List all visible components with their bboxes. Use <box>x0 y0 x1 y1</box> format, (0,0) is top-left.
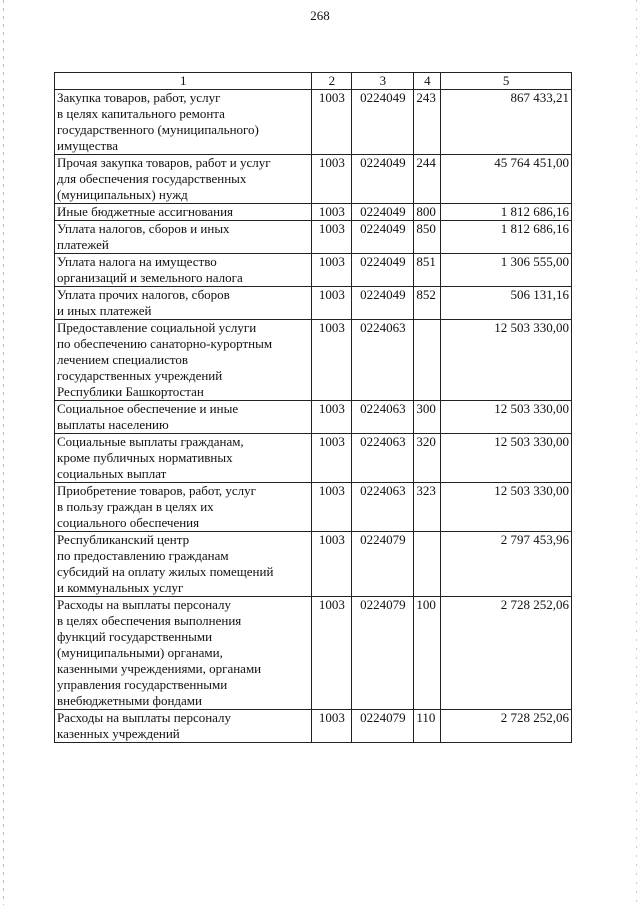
column-header-1: 1 <box>55 73 312 90</box>
table-row <box>55 434 572 483</box>
table-row <box>55 90 572 155</box>
section-code-cell: 1003 <box>312 532 352 597</box>
amount-cell: 12 503 330,00 <box>441 483 572 532</box>
target-code-cell: 0224079 <box>352 710 414 743</box>
target-code-cell: 0224049 <box>352 254 414 287</box>
amount-cell: 1 812 686,16 <box>441 221 572 254</box>
amount-cell: 12 503 330,00 <box>441 401 572 434</box>
section-code-cell: 1003 <box>312 434 352 483</box>
table-row <box>55 155 572 204</box>
column-header-3: 3 <box>352 73 414 90</box>
table-row <box>55 204 572 221</box>
section-code-cell: 1003 <box>312 204 352 221</box>
column-header-4: 4 <box>414 73 441 90</box>
target-code-cell: 0224063 <box>352 434 414 483</box>
expense-name-cell: Расходы на выплаты персоналу казенных учреждений <box>55 710 312 743</box>
target-code-cell: 0224049 <box>352 155 414 204</box>
target-code-cell: 0224049 <box>352 90 414 155</box>
column-header-5: 5 <box>441 73 572 90</box>
amount-cell: 2 728 252,06 <box>441 710 572 743</box>
section-code-cell: 1003 <box>312 710 352 743</box>
expense-kind-cell: 852 <box>414 287 441 320</box>
amount-cell: 1 812 686,16 <box>441 204 572 221</box>
target-code-cell: 0224063 <box>352 401 414 434</box>
table-row <box>55 320 572 401</box>
expense-name-cell: Иные бюджетные ассигнования <box>55 204 312 221</box>
budget-table <box>54 72 572 743</box>
expense-name-cell: Социальные выплаты гражданам, кроме публичных нормативных социальных выплат <box>55 434 312 483</box>
table-row <box>55 221 572 254</box>
expense-kind-cell: 851 <box>414 254 441 287</box>
table-row <box>55 254 572 287</box>
expense-name-cell: Расходы на выплаты персоналу в целях обеспечения выполнения функций государственными (муниципальными) органами, казенными учреждениями, органами управления государственными внебюджетными фондами <box>55 597 312 710</box>
target-code-cell: 0224079 <box>352 532 414 597</box>
table-row <box>55 532 572 597</box>
scan-edge-left <box>3 0 4 905</box>
table-row <box>55 483 572 532</box>
table-row <box>55 287 572 320</box>
expense-kind-cell: 300 <box>414 401 441 434</box>
amount-cell: 45 764 451,00 <box>441 155 572 204</box>
table-row <box>55 401 572 434</box>
expense-name-cell: Закупка товаров, работ, услуг в целях капитального ремонта государственного (муниципального) имущества <box>55 90 312 155</box>
amount-cell: 2 728 252,06 <box>441 597 572 710</box>
page-number: 268 <box>310 8 330 23</box>
amount-cell: 2 797 453,96 <box>441 532 572 597</box>
expense-name-cell: Прочая закупка товаров, работ и услуг для обеспечения государственных (муниципальных) нужд <box>55 155 312 204</box>
expense-kind-cell: 100 <box>414 597 441 710</box>
target-code-cell: 0224063 <box>352 483 414 532</box>
amount-cell: 12 503 330,00 <box>441 434 572 483</box>
amount-cell: 867 433,21 <box>441 90 572 155</box>
section-code-cell: 1003 <box>312 320 352 401</box>
amount-cell: 12 503 330,00 <box>441 320 572 401</box>
scan-edge-right <box>636 0 637 905</box>
expense-name-cell: Социальное обеспечение и иные выплаты населению <box>55 401 312 434</box>
target-code-cell: 0224049 <box>352 287 414 320</box>
expense-name-cell: Уплата прочих налогов, сборов и иных платежей <box>55 287 312 320</box>
expense-kind-cell: 323 <box>414 483 441 532</box>
section-code-cell: 1003 <box>312 254 352 287</box>
section-code-cell: 1003 <box>312 401 352 434</box>
expense-kind-cell <box>414 320 441 401</box>
expense-kind-cell: 110 <box>414 710 441 743</box>
expense-kind-cell: 320 <box>414 434 441 483</box>
table-row <box>55 710 572 743</box>
expense-kind-cell: 800 <box>414 204 441 221</box>
column-header-2: 2 <box>312 73 352 90</box>
amount-cell: 506 131,16 <box>441 287 572 320</box>
expense-name-cell: Республиканский центр по предоставлению гражданам субсидий на оплату жилых помещений и коммунальных услуг <box>55 532 312 597</box>
expense-kind-cell: 850 <box>414 221 441 254</box>
expense-name-cell: Уплата налога на имущество организаций и земельного налога <box>55 254 312 287</box>
section-code-cell: 1003 <box>312 90 352 155</box>
section-code-cell: 1003 <box>312 483 352 532</box>
amount-cell: 1 306 555,00 <box>441 254 572 287</box>
expense-name-cell: Уплата налогов, сборов и иных платежей <box>55 221 312 254</box>
target-code-cell: 0224079 <box>352 597 414 710</box>
target-code-cell: 0224063 <box>352 320 414 401</box>
expense-kind-cell: 243 <box>414 90 441 155</box>
expense-name-cell: Приобретение товаров, работ, услуг в пользу граждан в целях их социального обеспечения <box>55 483 312 532</box>
table-row <box>55 597 572 710</box>
section-code-cell: 1003 <box>312 155 352 204</box>
section-code-cell: 1003 <box>312 597 352 710</box>
expense-name-cell: Предоставление социальной услуги по обеспечению санаторно-курортным лечением специалистов государственных учреждений Республики Башкортостан <box>55 320 312 401</box>
section-code-cell: 1003 <box>312 221 352 254</box>
expense-kind-cell: 244 <box>414 155 441 204</box>
target-code-cell: 0224049 <box>352 221 414 254</box>
section-code-cell: 1003 <box>312 287 352 320</box>
expense-kind-cell <box>414 532 441 597</box>
target-code-cell: 0224049 <box>352 204 414 221</box>
table-header-row <box>55 73 572 90</box>
